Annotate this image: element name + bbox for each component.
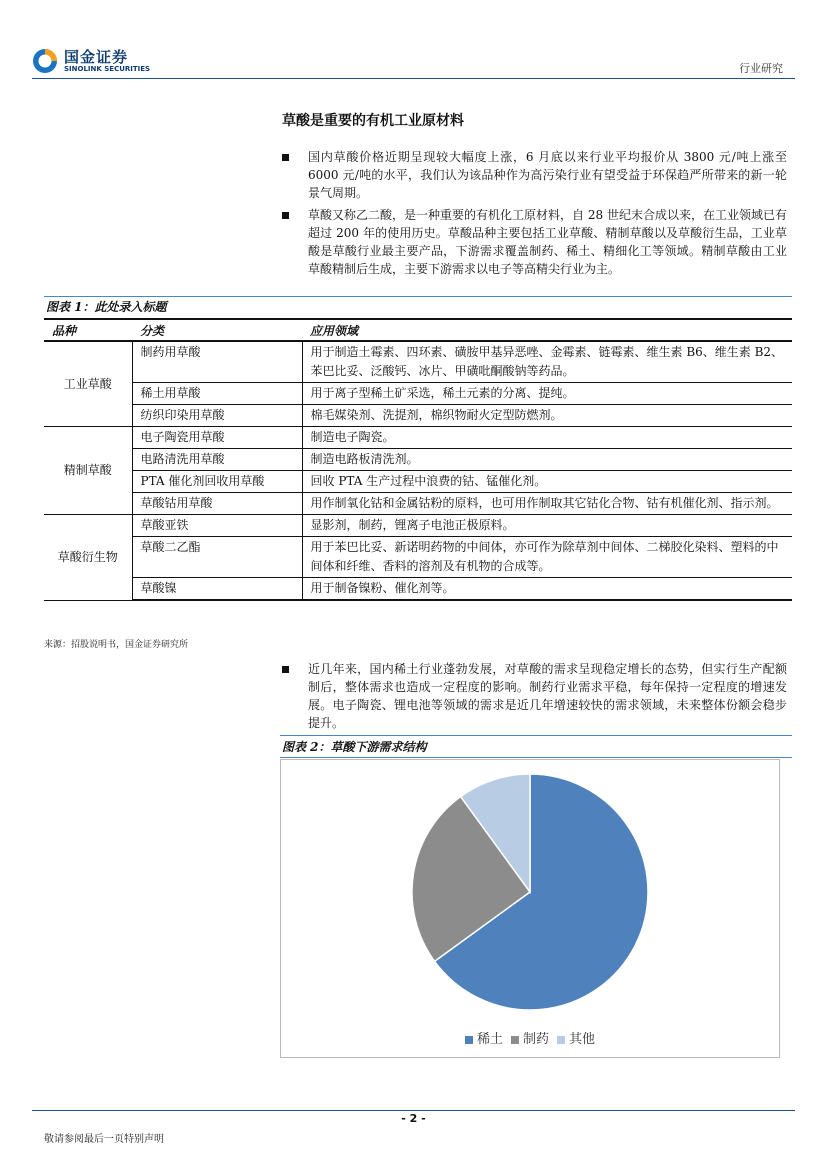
category-cell: 稀土用草酸 bbox=[132, 383, 302, 405]
category-cell: 草酸钴用草酸 bbox=[132, 493, 302, 515]
category-cell: 电子陶瓷用草酸 bbox=[132, 427, 302, 449]
bullet-square-icon bbox=[282, 154, 289, 161]
usage-cell: 用于苯巴比妥、新诺明药物的中间体，亦可作为除草剂中间体、二梯胶化染料、塑料的中间体和纤维、香料的溶剂及有机物的合成等。 bbox=[302, 537, 792, 578]
pie-chart-svg bbox=[281, 760, 779, 1020]
category-cell: 制药用草酸 bbox=[132, 341, 302, 383]
table-source: 来源：招股说明书，国金证券研究所 bbox=[44, 640, 189, 650]
bullet-paragraph bbox=[282, 148, 787, 202]
legend-item bbox=[465, 1028, 503, 1047]
header-divider bbox=[32, 78, 795, 79]
legend-label: 稀土 bbox=[476, 1032, 503, 1047]
category-cell: 草酸亚铁 bbox=[132, 515, 302, 537]
figure-title-rule bbox=[280, 735, 792, 736]
category-cell: 纺织印染用草酸 bbox=[132, 405, 302, 427]
usage-cell: 制造电子陶瓷。 bbox=[302, 427, 792, 449]
usage-cell: 用于制备镍粉、催化剂等。 bbox=[302, 578, 792, 601]
bullet-square-icon bbox=[282, 666, 289, 673]
page-header bbox=[0, 0, 827, 80]
logo-chinese-name: 国金证券 bbox=[64, 48, 129, 66]
table-row bbox=[44, 515, 792, 537]
page-number: - 2 - bbox=[401, 1112, 426, 1125]
table-row bbox=[44, 471, 792, 493]
category-cell: 草酸二乙酯 bbox=[132, 537, 302, 578]
figure-title-rule-bottom bbox=[280, 757, 792, 758]
table-row bbox=[44, 449, 792, 471]
table-row bbox=[44, 405, 792, 427]
usage-cell: 用于制造土霉素、四环素、磺胺甲基异恶唑、金霉素、链霉素、维生素 B6、维生素 B2、苯巴比妥、泛酸钙、冰片、甲磺吡酮酸钠等药品。 bbox=[302, 341, 792, 383]
legend-swatch bbox=[465, 1036, 473, 1044]
legend-swatch bbox=[511, 1036, 519, 1044]
table-row bbox=[44, 383, 792, 405]
group-name-cell: 草酸衍生物 bbox=[44, 515, 132, 601]
bullet-text: 草酸又称乙二酸，是一种重要的有机化工原材料，自 28 世纪末合成以来，在工业领域已有超过 200 年的使用历史。草酸品种主要包括工业草酸、精制草酸以及草酸衍生品，工业草酸是草酸行业最主要产品，下游需求覆盖制药、稀土、精细化工等领域。精制草酸由工业草酸精制后生成，主要下游需求以电子等高精尖行业为主。 bbox=[308, 208, 787, 276]
category-cell: PTA 催化剂回收用草酸 bbox=[132, 471, 302, 493]
category-cell: 电路清洗用草酸 bbox=[132, 449, 302, 471]
table-row bbox=[44, 427, 792, 449]
disclaimer-note: 敬请参阅最后一页特别声明 bbox=[44, 1134, 164, 1145]
footer-divider bbox=[32, 1110, 795, 1111]
table-row bbox=[44, 341, 792, 383]
legend-swatch bbox=[557, 1036, 565, 1044]
legend-label: 其他 bbox=[569, 1032, 596, 1047]
usage-cell: 用作制氧化钴和金属钴粉的原料，也可用作制取其它钴化合物、钴有机催化剂、指示剂。 bbox=[302, 493, 792, 515]
table-row bbox=[44, 578, 792, 601]
company-logo bbox=[32, 46, 152, 78]
chart-legend bbox=[281, 1028, 779, 1047]
table-header-cell: 分类 bbox=[132, 319, 302, 341]
usage-cell: 制造电路板清洗剂。 bbox=[302, 449, 792, 471]
category-cell: 草酸镍 bbox=[132, 578, 302, 601]
table-row bbox=[44, 493, 792, 515]
usage-cell: 显影剂，制药，锂离子电池正极原料。 bbox=[302, 515, 792, 537]
document-type: 行业研究 bbox=[739, 62, 783, 75]
pie-chart bbox=[280, 759, 780, 1058]
figure-title-rule bbox=[44, 296, 792, 297]
usage-cell: 棉毛媒染剂、洗提剂，棉织物耐火定型防燃剂。 bbox=[302, 405, 792, 427]
bullet-paragraph bbox=[282, 206, 787, 278]
group-name-cell: 精制草酸 bbox=[44, 427, 132, 515]
usage-cell: 用于离子型稀土矿采选，稀土元素的分离、提纯。 bbox=[302, 383, 792, 405]
table-row bbox=[44, 537, 792, 578]
legend-item bbox=[511, 1028, 549, 1047]
group-name-cell: 工业草酸 bbox=[44, 341, 132, 427]
usage-cell: 回收 PTA 生产过程中浪费的钴、锰催化剂。 bbox=[302, 471, 792, 493]
legend-item bbox=[557, 1028, 595, 1047]
table-header-cell: 应用领域 bbox=[302, 319, 792, 341]
table-title: 图表 1：此处录入标题 bbox=[46, 300, 167, 314]
section-title: 草酸是重要的有机工业原材料 bbox=[282, 113, 464, 129]
chart-title: 图表 2：草酸下游需求结构 bbox=[282, 740, 427, 754]
logo-icon bbox=[32, 48, 58, 74]
bullet-text: 国内草酸价格近期呈现较大幅度上涨，6 月底以来行业平均报价从 3800 元/吨上涨至 6000 元/吨的水平，我们认为该品种作为高污染行业有望受益于环保趋严所带来的新一轮景气周期。 bbox=[308, 150, 787, 200]
bullet-square-icon bbox=[282, 212, 289, 219]
product-table bbox=[44, 318, 792, 601]
table-header-row bbox=[44, 319, 792, 341]
bullet-text: 近几年来，国内稀土行业蓬勃发展，对草酸的需求呈现稳定增长的态势，但实行生产配额制后，整体需求也造成一定程度的影响。制药行业需求平稳，每年保持一定程度的增速发展。电子陶瓷、锂电池等领域的需求是近几年增速较快的需求领域，未来整体份额会稳步提升。 bbox=[308, 662, 787, 730]
bullet-paragraph bbox=[282, 660, 787, 732]
logo-english-name: SINOLINK SECURITIES bbox=[64, 65, 151, 73]
table-header-cell: 品种 bbox=[44, 319, 132, 341]
legend-label: 制药 bbox=[522, 1032, 549, 1047]
